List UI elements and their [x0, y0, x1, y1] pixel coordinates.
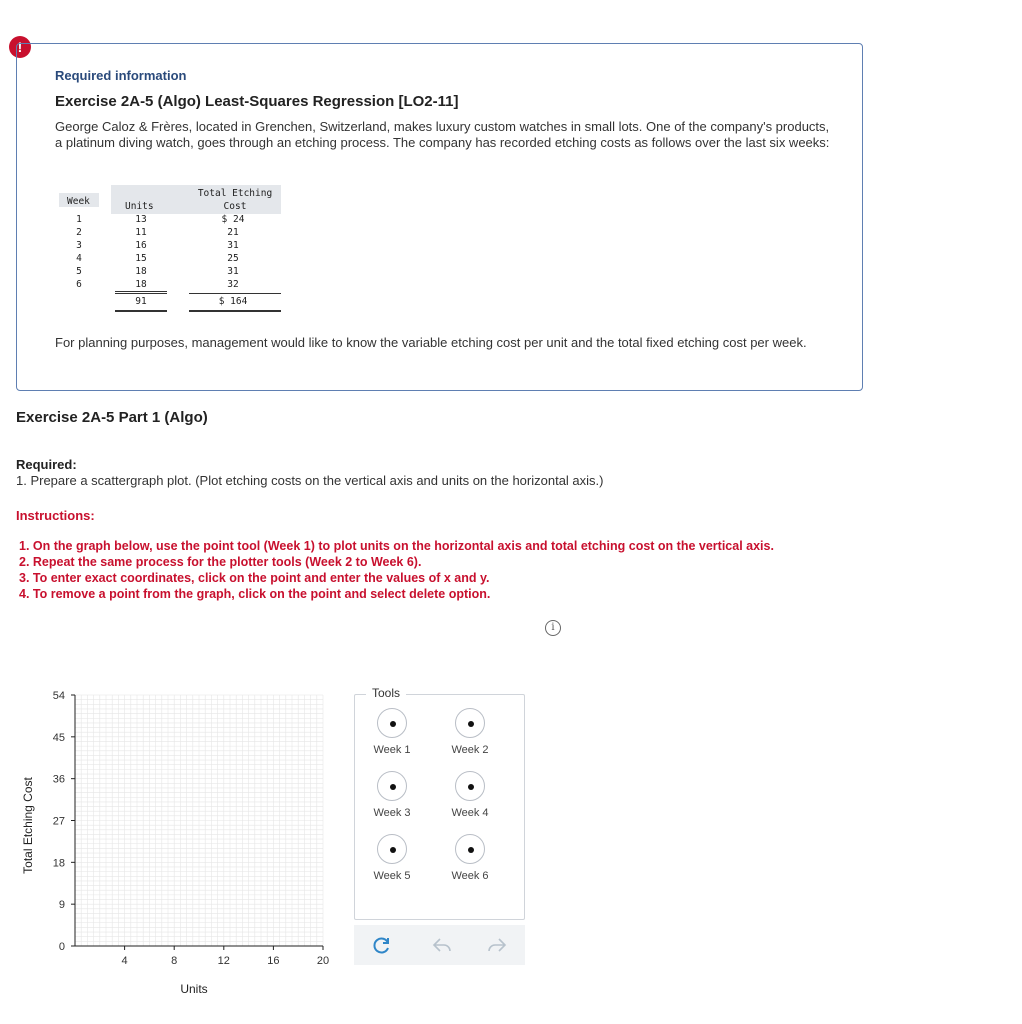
- table-row: [53, 214, 281, 227]
- y-tick-label: 18: [52, 857, 65, 870]
- required-text: 1. Prepare a scattergraph plot. (Plot etching costs on the vertical axis and units on the horizontal axis.): [16, 473, 604, 488]
- required-information-panel: [16, 43, 863, 391]
- tool-week-5[interactable]: [362, 834, 422, 882]
- instruction-item: 4. To remove a point from the graph, click on the point and select delete option.: [19, 587, 491, 601]
- cell-units: 15: [135, 253, 147, 264]
- cell-units: 18: [135, 266, 147, 277]
- cell-cost: 21: [227, 227, 239, 238]
- part-title: Exercise 2A-5 Part 1 (Algo): [16, 409, 208, 426]
- y-tick-label: 27: [52, 815, 65, 828]
- header-cost-line2: Cost: [223, 201, 247, 212]
- tool-label: Week 4: [451, 807, 489, 819]
- header-cost-line1: Total Etching: [197, 188, 273, 199]
- planning-paragraph: For planning purposes, management would like to know the variable etching cost per unit and the total fixed etching cost per week.: [55, 335, 807, 350]
- tools-label: Tools: [366, 686, 406, 700]
- exercise-title: Exercise 2A-5 (Algo) Least-Squares Regression [LO2-11]: [55, 93, 459, 110]
- cell-week: 1: [76, 214, 82, 225]
- table-header: [53, 185, 281, 214]
- table-row: [53, 253, 281, 266]
- table-row: [53, 227, 281, 240]
- point-tool-icon: [390, 784, 396, 790]
- tool-label: Week 3: [373, 807, 411, 819]
- point-tool-icon: [468, 721, 474, 727]
- y-axis-label: Total Etching Cost: [21, 777, 35, 874]
- cell-units: 11: [135, 227, 147, 238]
- etching-cost-table: [53, 185, 281, 313]
- instruction-item: 1. On the graph below, use the point tool (Week 1) to plot units on the horizontal axis and total etching cost on the vertical axis.: [19, 539, 774, 553]
- header-week: Week: [67, 196, 90, 207]
- header-units: Units: [125, 201, 154, 212]
- y-tick-label: 54: [52, 690, 65, 702]
- cell-week: 3: [76, 240, 82, 251]
- cell-week: 5: [76, 266, 82, 277]
- undo-icon[interactable]: [430, 933, 454, 957]
- tool-week-4[interactable]: [440, 771, 500, 819]
- cell-cost: 25: [227, 253, 239, 264]
- tool-label: Week 2: [451, 744, 489, 756]
- point-tool-icon: [468, 784, 474, 790]
- total-units: 91: [135, 296, 147, 307]
- x-tick-label: 4: [121, 955, 128, 967]
- instructions-list: [19, 538, 774, 602]
- point-tool-icon: [390, 847, 396, 853]
- instructions-label: Instructions:: [16, 508, 95, 523]
- tool-week-3[interactable]: [362, 771, 422, 819]
- total-cost: $ 164: [218, 296, 248, 307]
- x-tick-label: 8: [171, 955, 178, 967]
- y-tick-label: 0: [58, 941, 65, 953]
- required-information-heading: Required information: [55, 68, 187, 83]
- instruction-item: 3. To enter exact coordinates, click on the point and enter the values of x and y.: [19, 571, 490, 585]
- cell-units: 16: [135, 240, 147, 251]
- x-tick-label: 16: [267, 955, 280, 967]
- info-icon[interactable]: i: [545, 620, 561, 636]
- totals-row: [53, 296, 281, 309]
- table-row: [53, 266, 281, 279]
- scattergraph-chart[interactable]: [18, 680, 348, 1000]
- y-tick-label: 36: [52, 773, 65, 786]
- table-row: [53, 240, 281, 253]
- table-row: [53, 279, 281, 292]
- cell-week: 4: [76, 253, 82, 264]
- instruction-item: 2. Repeat the same process for the plotter tools (Week 2 to Week 6).: [19, 555, 422, 569]
- tool-week-2[interactable]: [440, 708, 500, 756]
- required-label: Required:: [16, 457, 77, 472]
- tool-label: Week 5: [373, 870, 411, 882]
- cell-cost: $ 24: [221, 214, 245, 225]
- point-tool-icon: [468, 847, 474, 853]
- point-tool-icon: [390, 721, 396, 727]
- tool-label: Week 6: [451, 870, 489, 882]
- x-tick-label: 20: [316, 955, 330, 967]
- cell-cost: 31: [227, 266, 239, 277]
- tool-week-1[interactable]: [362, 708, 422, 756]
- reset-icon[interactable]: [370, 933, 394, 957]
- tool-week-6[interactable]: [440, 834, 500, 882]
- redo-icon[interactable]: [485, 933, 509, 957]
- cell-week: 6: [76, 279, 82, 290]
- cell-cost: 32: [227, 279, 239, 290]
- tool-label: Week 1: [373, 744, 411, 756]
- x-tick-label: 12: [217, 955, 230, 967]
- cell-units: 18: [135, 279, 147, 290]
- x-axis-label: Units: [180, 982, 208, 996]
- graph-action-bar: [354, 925, 525, 965]
- cell-units: 13: [135, 214, 147, 225]
- cell-cost: 31: [227, 240, 239, 251]
- y-tick-label: 45: [52, 731, 65, 744]
- alert-icon: !: [9, 36, 31, 58]
- cell-week: 2: [76, 227, 82, 238]
- y-tick-label: 9: [58, 899, 65, 912]
- intro-paragraph: George Caloz & Frères, located in Grenchen, Switzerland, makes luxury custom watches in small lots. One of the company's products, a platinum diving watch, goes through an etching process. The company has recorded etching costs as follows over the last six weeks:: [55, 119, 830, 150]
